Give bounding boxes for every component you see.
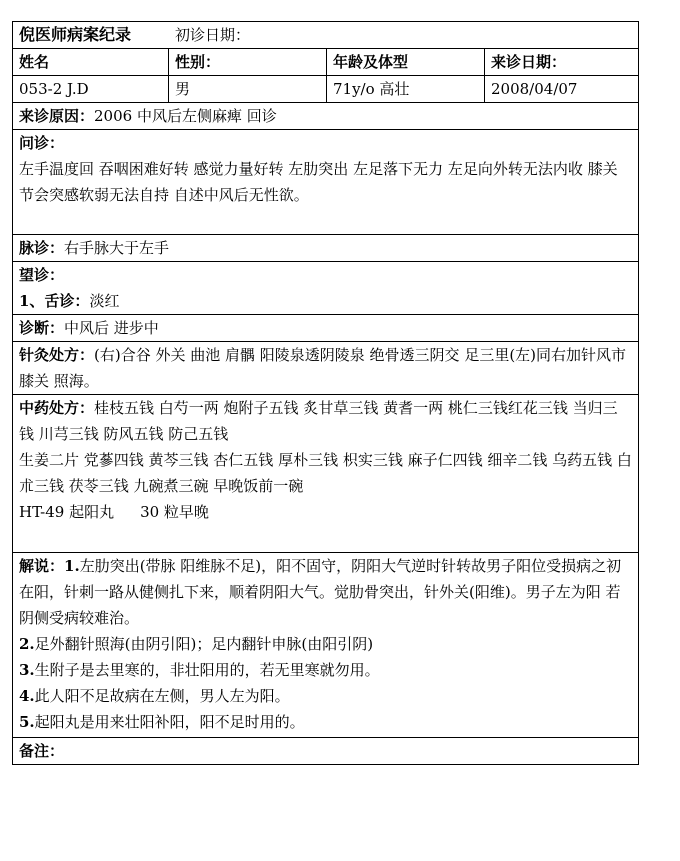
diagnosis-text: 中风后 进步中	[64, 319, 159, 337]
explanation-item-number: 2.	[19, 635, 35, 653]
patient-id-cell: 053-2 J.D	[13, 76, 169, 103]
acupuncture-section	[13, 342, 639, 395]
patient-age-cell: 71y/o 高壮	[327, 76, 485, 103]
diagnosis-section	[13, 315, 639, 342]
inquiry-text: 左手温度回 吞咽困难好转 感觉力量好转 左肋突出 左足落下无力 左足向外转无法内收 膝关节会突感软弱无法自持 自述中风后无性欲。	[19, 160, 618, 204]
explanation-item-text: 此人阳不足故病在左侧，男人左为阳。	[34, 687, 290, 705]
herbal-line-1: 桂枝五钱 白芍一两 炮附子五钱 炙甘草三钱 黄耆一两 桃仁三钱红花三钱 当归三钱 川芎三钱 防风五钱 防己五钱	[19, 399, 618, 443]
acupuncture-label: 针灸处方：	[19, 346, 95, 364]
notes-section	[13, 738, 639, 765]
herbal-pill-dose: 30 粒早晚	[140, 503, 209, 521]
reason-section	[13, 103, 639, 130]
visit-date-cell: 2008/04/07	[485, 76, 639, 103]
look-label: 望诊：	[19, 266, 65, 284]
explanation-item-number: 3.	[19, 661, 35, 679]
first-visit-label: 初诊日期：	[175, 26, 251, 44]
tongue-label: 1、舌诊：	[19, 292, 90, 310]
patient-gender-cell: 男	[169, 76, 327, 103]
inquiry-label: 问诊：	[19, 134, 65, 152]
record-title: 倪医师病案纪录	[19, 25, 132, 44]
record-title-row	[13, 22, 639, 49]
explanation-item-number: 4.	[19, 687, 35, 705]
reason-label: 来诊原因：	[19, 107, 95, 125]
acupuncture-text: (右)合谷 外关 曲池 肩髃 阳陵泉透阴陵泉 绝骨透三阴交 足三里(左)同右加针风市 膝关 照海。	[19, 346, 627, 390]
explanation-item-number: 1.	[64, 557, 80, 575]
diagnosis-label: 诊断：	[19, 319, 65, 337]
medical-record-table	[12, 21, 639, 765]
column-header-name: 姓名	[13, 49, 169, 76]
look-section	[13, 262, 639, 315]
explanation-item-text: 生附子是去里寒的，非壮阳用的，若无里寒就勿用。	[34, 661, 380, 679]
tongue-text: 淡红	[89, 292, 120, 310]
column-header-age-build: 年龄及体型	[327, 49, 485, 76]
explanation-item-number: 5.	[19, 713, 35, 731]
explanation-section	[13, 553, 639, 738]
column-header-gender: 性别：	[169, 49, 327, 76]
notes-label: 备注：	[19, 742, 65, 760]
explanation-item-text: 左肋突出(带脉 阳维脉不足)，阳不固守，阴阳大气逆时针转故男子阳位受损病之初在阳，针刺一路从健侧扎下来，顺着阴阳大气。觉肋骨突出，针外关(阳维)。男子左为阳 若阴侧受病较难治。	[19, 557, 622, 627]
column-header-visit-date: 来诊日期：	[485, 49, 639, 76]
herbal-section	[13, 395, 639, 553]
pulse-text: 右手脉大于左手	[64, 239, 170, 257]
explanation-label: 解说：	[19, 557, 65, 575]
herbal-pill-name: HT-49 起阳丸	[19, 503, 115, 521]
explanation-item-text: 起阳丸是用来壮阳补阳，阳不足时用的。	[34, 713, 305, 731]
reason-text: 2006 中风后左侧麻痺 回诊	[94, 107, 277, 125]
herbal-line-2: 生姜二片 党蔘四钱 黄芩三钱 杏仁五钱 厚朴三钱 枳实三钱 麻子仁四钱 细辛二钱 乌药五钱 白朮三钱 茯苓三钱 九碗煮三碗 早晚饭前一碗	[19, 451, 632, 495]
pulse-section	[13, 235, 639, 262]
herbal-label: 中药处方：	[19, 399, 95, 417]
explanation-item-text: 足外翻针照海(由阴引阳)；足内翻针申脉(由阳引阴)	[34, 635, 374, 653]
inquiry-section	[13, 130, 639, 235]
pulse-label: 脉诊：	[19, 239, 65, 257]
